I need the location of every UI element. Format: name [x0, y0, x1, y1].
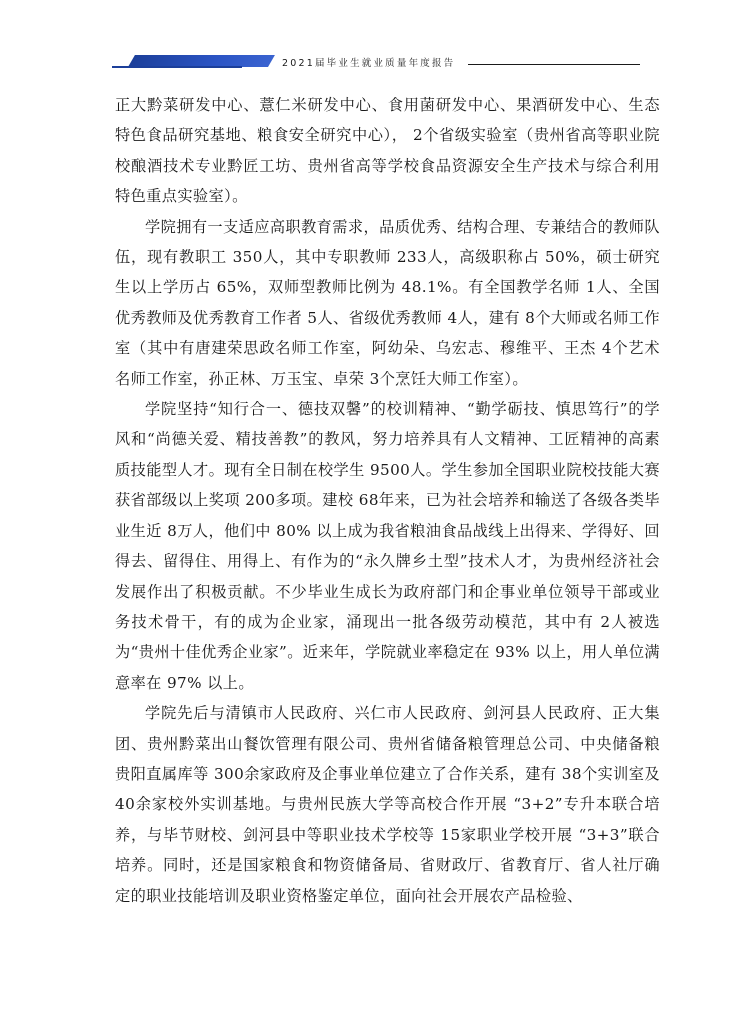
header-rule	[468, 64, 640, 65]
header-title: 2021届毕业生就业质量年度报告	[282, 58, 456, 69]
paragraph-continuation: 正大黔菜研发中心、薏仁米研发中心、食用菌研发中心、果酒研发中心、生态特色食品研究基地、粮食安全研究中心）， 2个省级实验室（贵州省高等职业院校酿酒技术专业黔匠工坊、贵州省高等学校食品资源安全生产技术与综合利用特色重点实验室）。	[115, 96, 660, 206]
body-text	[115, 90, 660, 911]
page-header	[0, 0, 754, 80]
header-accent-line	[112, 66, 242, 68]
paragraph-faculty: 学院拥有一支适应高职教育需求，品质优秀、结构合理、专兼结合的教师队伍，现有教职工 350人，其中专职教师 233人，高级职称占 50%，硕士研究生以上学历占 65%，双师型教师比例为 48.1%。有全国教学名师 1人、全国优秀教师及优秀教育工作者 5人、省级优秀教师 4人，建有 8个大师或名师工作室（其中有唐建荣思政名师工作室，阿幼朵、乌宏志、穆维平、王杰 4个艺术名师工作室，孙正林、万玉宝、卓荣 3个烹饪大师工作室）。	[115, 217, 660, 388]
paragraph-cooperation: 学院先后与清镇市人民政府、兴仁市人民政府、剑河县人民政府、正大集团、贵州黔菜出山餐饮管理有限公司、贵州省储备粮管理总公司、中央储备粮贵阳直属库等 300余家政府及企事业单位建立了合作关系，建有 38个实训室及 40余家校外实训基地。与贵州民族大学等高校合作开展 “3+2”专升本联合培养，与毕节财校、剑河县中等职业技术学校等 15家职业学校开展 “3+3”联合培养。同时，还是国家粮食和物资储备局、省财政厅、省教育厅、省人社厅确定的职业技能培训及职业资格鉴定单位，面向社会开展农产品检验、	[115, 704, 660, 905]
paragraph-students: 学院坚持“知行合一、德技双馨”的校训精神、“勤学砺技、慎思笃行”的学风和“尚德关爱、精技善教”的教风，努力培养具有人文精神、工匠精神的高素质技能型人才。现有全日制在校学生 9500人。学生参加全国职业院校技能大赛获省部级以上奖项 200多项。建校 68年来，已为社会培养和输送了各级各类毕业生近 8万人，他们中 80% 以上成为我省粮油食品战线上出得来、学得好、回得去、留得住、用得上、有作为的“永久牌乡土型”技术人才，为贵州经济社会发展作出了积极贡献。不少毕业生成长为政府部门和企事业单位领导干部或业务技术骨干，有的成为企业家，涌现出一批各级劳动模范，其中有 2人被选为“贵州十佳优秀企业家”。近来年，学院就业率稳定在 93% 以上，用人单位满意率在 97% 以上。	[115, 400, 660, 692]
